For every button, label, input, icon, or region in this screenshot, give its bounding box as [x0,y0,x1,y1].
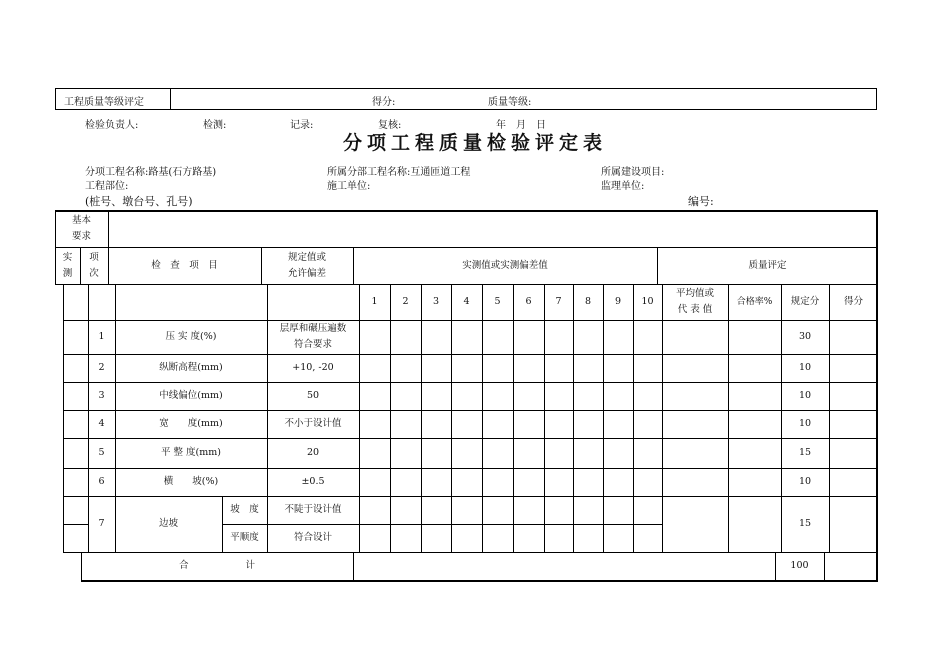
row-1-name: 压 实 度(%) [165,331,217,342]
quality-summary-box [55,88,877,110]
row-3-score: 10 [798,390,812,401]
row-1-score: 30 [798,331,812,342]
row-7-score: 15 [798,518,812,529]
v-line [829,284,830,552]
v-line [824,552,825,582]
summary-label: 工程质量等级评定 [64,97,144,108]
check-item-header: 检 查 项 目 [151,259,218,271]
measurement-number-8: 8 [584,296,592,307]
v-line [513,284,514,552]
row-6-name: 横 坡(%) [163,476,219,487]
row-3-spec: 50 [306,390,320,401]
parent-project-name: 所属分部工程名称:互通匝道工程 [327,167,471,178]
measure-header: 实 测 [62,251,73,279]
v-line [451,284,452,552]
measurement-number-2: 2 [402,296,409,307]
row-3-name: 中线偏位(mm) [159,390,223,401]
v-line [421,284,422,552]
row-3-no: 3 [98,390,105,401]
row-4-name: 宽 度(mm) [159,418,223,429]
measurement-number-6: 6 [525,296,532,307]
measurement-number-3: 3 [432,296,440,307]
measurement-number-10: 10 [641,296,654,307]
row-2-name: 纵断高程(mm) [159,362,223,373]
slope-degree-label: 坡 度 [230,504,259,515]
row-7-no: 7 [98,518,105,529]
h-line [81,580,878,582]
page-title: 分项工程质量检验评定表 [342,132,607,154]
row-7-name: 边坡 [158,518,178,529]
v-line [662,284,663,552]
item-no-header: 项 次 [89,251,99,279]
h-line [63,524,88,525]
summary-divider [170,89,171,109]
grade-label: 质量等级: [488,97,532,108]
measurement-number-4: 4 [463,296,470,307]
inspector-label: 检验负责人: [85,120,139,131]
row-6-spec: ±0.5 [301,476,325,487]
v-line [728,284,729,552]
supervisor: 监理单位: [601,181,645,192]
measurement-number-9: 9 [614,296,622,307]
test-label: 检测: [203,120,227,131]
basic-requirement-header: 基本 要求 [71,214,91,242]
measured-header: 实测值或实测偏差值 [462,259,548,271]
score-label: 得分: [372,97,396,108]
contractor: 施工单位: [327,181,371,192]
row-5-score: 15 [798,447,812,458]
v-line [63,284,64,552]
row-4-no: 4 [98,418,105,429]
inspection-table [55,210,878,582]
row-2-spec: +10, -20 [292,362,334,373]
row-1-spec: 层厚和碾压遍数 符合要求 [279,323,347,350]
number-label: 编号: [688,195,714,208]
date-label: 年 月 日 [496,120,546,131]
v-line [353,552,354,582]
row-2-score: 10 [798,362,812,373]
row-2-no: 2 [98,362,105,373]
row-5-spec: 20 [306,447,320,458]
sub-project-name: 分项工程名称:路基(石方路基) [85,167,217,178]
got-score-header: 得分 [843,296,863,307]
total-score: 100 [790,560,809,571]
row-6-no: 6 [98,476,105,487]
project-location: 工程部位: [85,181,129,192]
v-line [482,284,483,552]
smoothness-spec: 符合设计 [293,532,332,543]
h-line [55,210,878,212]
v-line [108,210,109,247]
measurement-number-5: 5 [494,296,501,307]
pass-rate-header: 合格率% [736,297,773,307]
row-6-score: 10 [798,476,812,487]
spec-score-header: 规定分 [790,296,820,307]
total-label: 合 计 [178,560,255,571]
slope-degree-spec: 不陡于设计值 [284,504,342,515]
measurement-number-1: 1 [371,296,378,307]
v-line [544,284,545,552]
row-5-name: 平 整 度(mm) [161,447,221,458]
review-label: 复核: [378,120,402,131]
record-label: 记录: [290,120,314,131]
spec-header: 规定值或 允许偏差 [287,251,326,279]
v-line [603,284,604,552]
stake-label: (桩号、墩台号、孔号) [85,195,193,208]
v-line [359,284,360,552]
row-5-no: 5 [98,447,105,458]
row-4-score: 10 [798,418,812,429]
quality-header: 质量评定 [748,259,787,271]
v-line [573,284,574,552]
average-header: 平均值或 代 表 值 [675,288,714,315]
smoothness-label: 平顺度 [230,532,259,543]
row-1-no: 1 [98,331,105,342]
v-line [390,284,391,552]
construction-project: 所属建设项目: [601,167,665,178]
row-4-spec: 不小于设计值 [284,418,342,429]
v-line [633,284,634,552]
measurement-number-7: 7 [555,296,562,307]
